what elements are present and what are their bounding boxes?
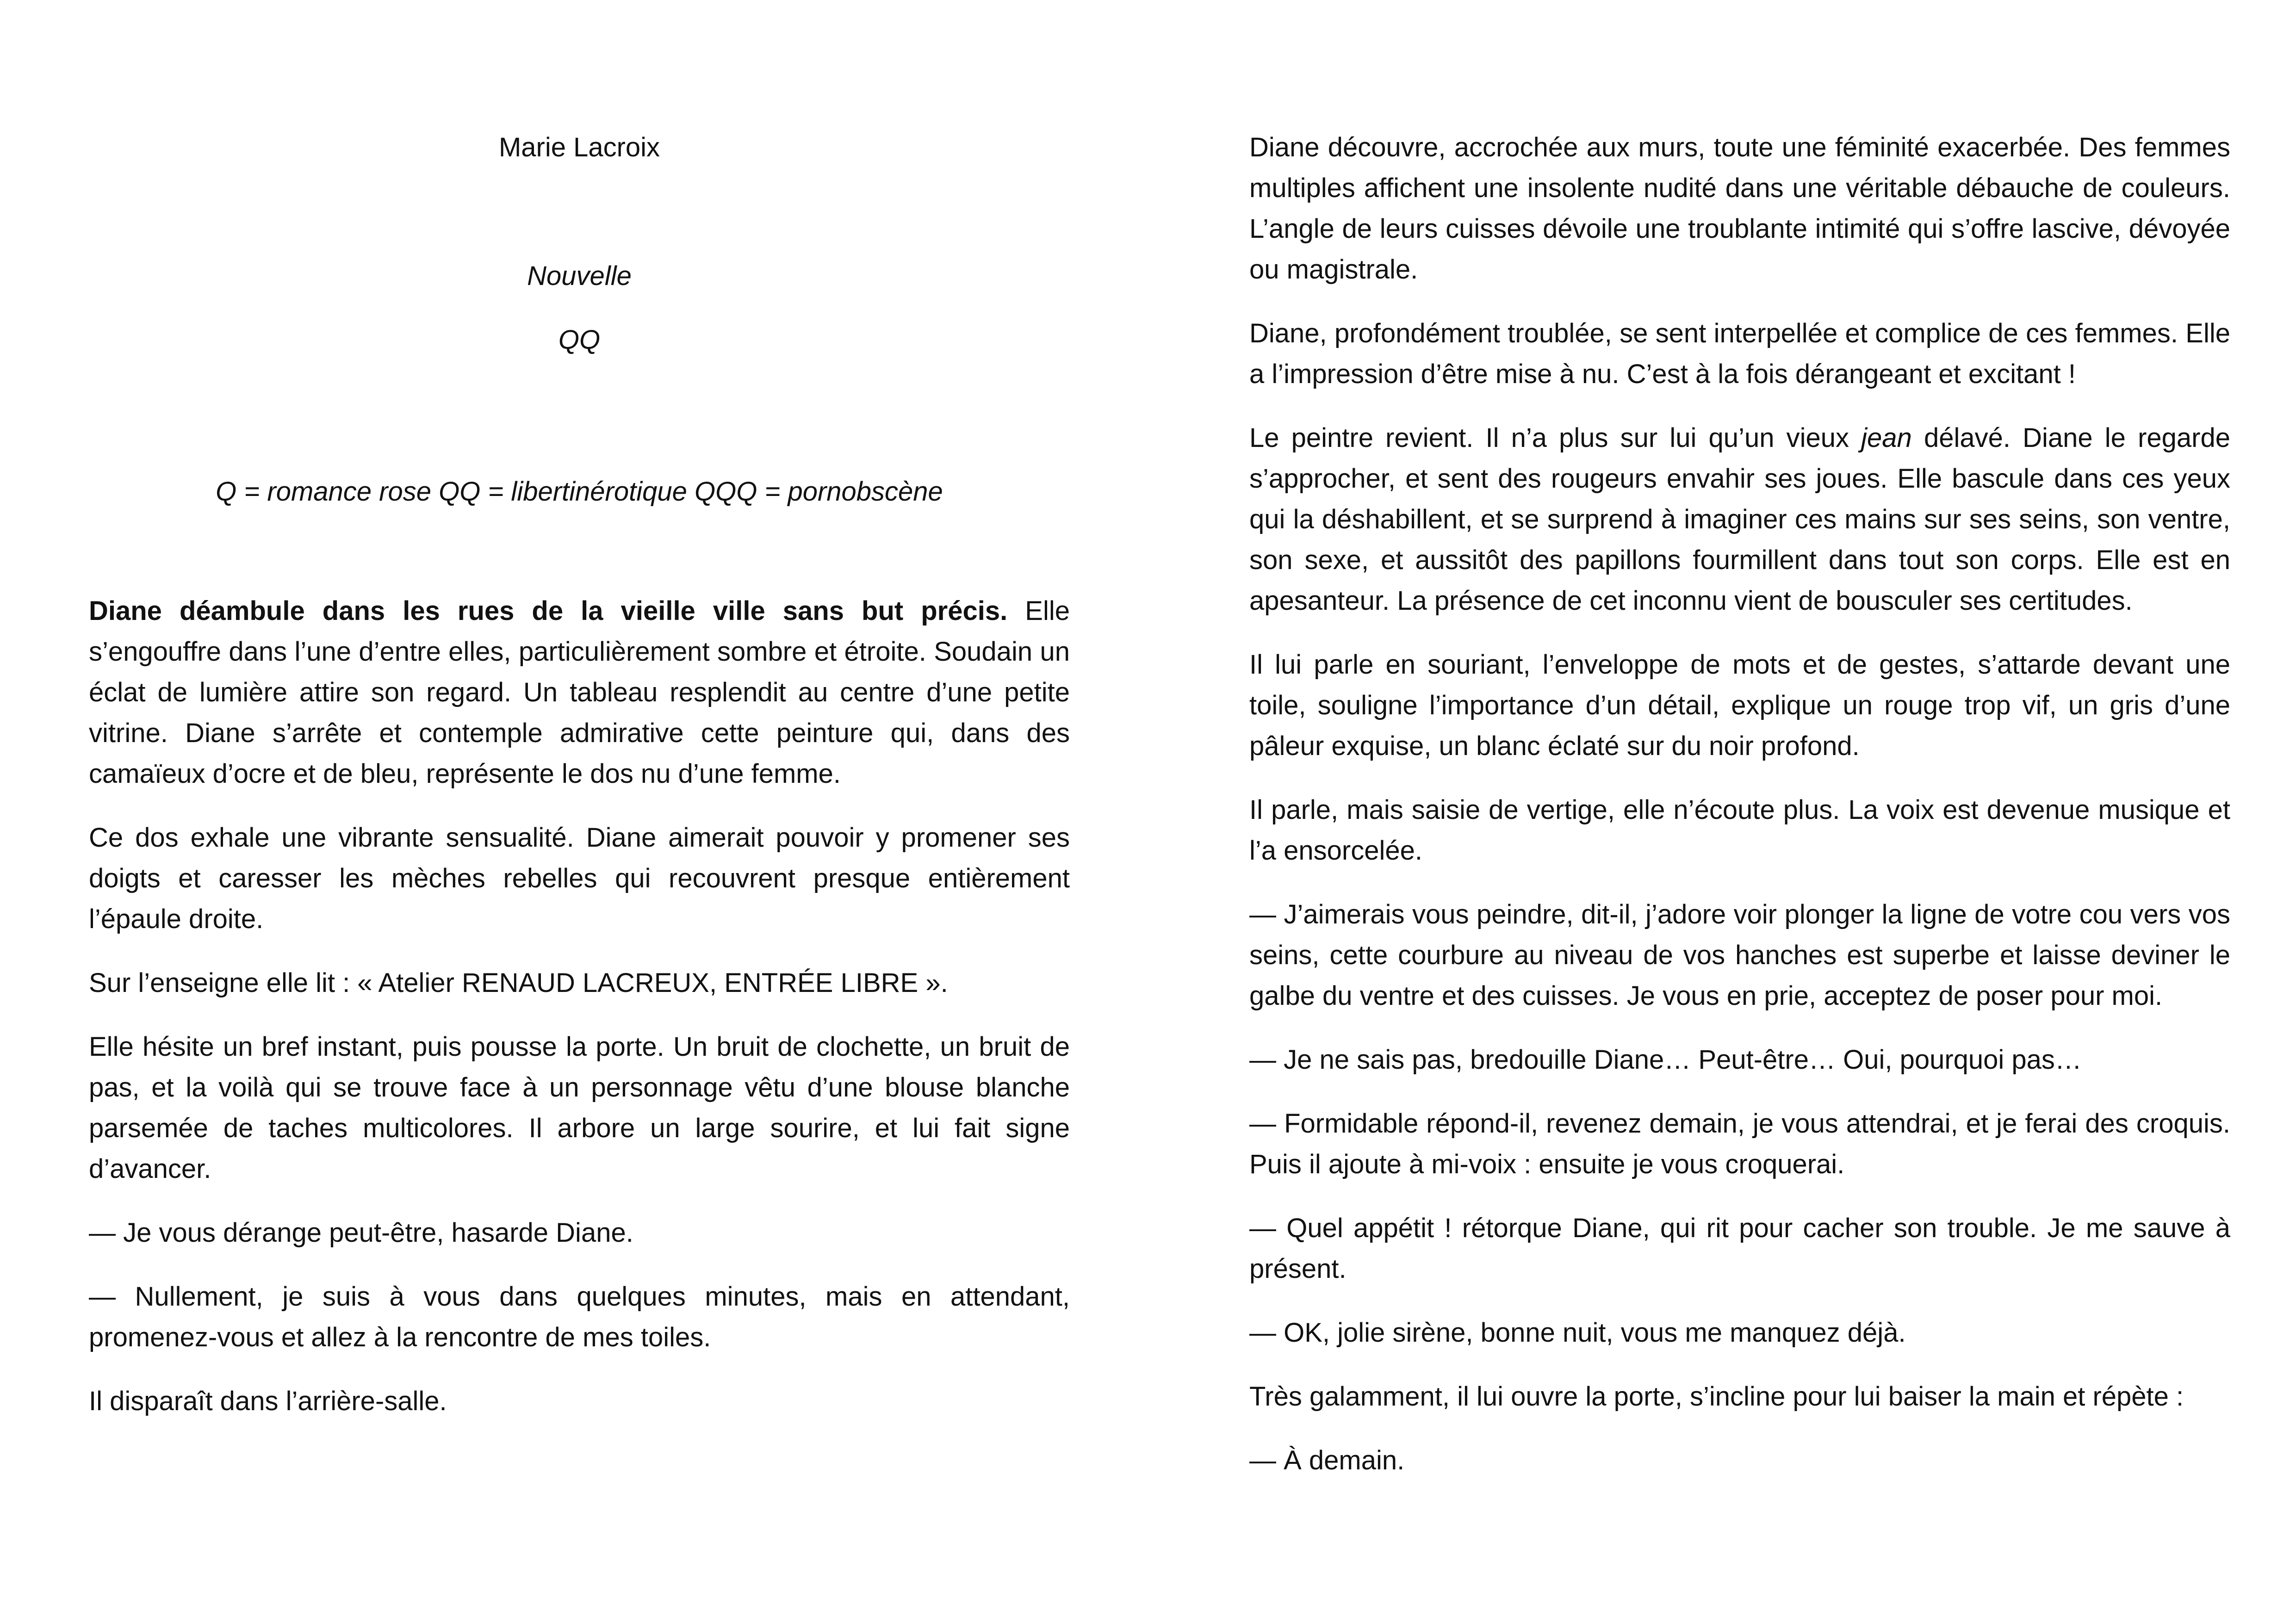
paragraph: Elle hésite un bref instant, puis pousse la porte. Un bruit de clochette, un bruit de pas, et la voilà qui se trouve face à un personnage vêtu d’une blouse blanche parsemée de taches multicolores. Il arbore un large sourire, et lui fait signe d’avancer.: [89, 1032, 1070, 1184]
dialogue-line: — OK, jolie sirène, bonne nuit, vous me manquez déjà.: [1249, 1318, 1906, 1348]
paragraph: Diane découvre, accrochée aux murs, toute une féminité exacerbée. Des femmes multiples affichent une insolente nudité dans une véritable débauche de couleurs. L’angle de leurs cuisses dévoile une troublante intimité qui s’offre lascive, dévoyée ou magistrale.: [1249, 132, 2230, 285]
dialogue-line: — Je vous dérange peut-être, hasarde Diane.: [89, 1218, 633, 1248]
paragraph: [1249, 418, 2230, 621]
genre-label: Nouvelle: [527, 261, 632, 291]
paragraph: Sur l’enseigne elle lit : « Atelier RENAUD LACREUX, ENTRÉE LIBRE ».: [89, 968, 948, 998]
dialogue-line: — J’aimerais vous peindre, dit-il, j’adore voir plonger la ligne de votre cou vers vos seins, cette courbure au niveau de vos hanches est superbe et laisse deviner le galbe du ventre et des cuisses. Je vous en prie, acceptez de poser pour moi.: [1249, 899, 2230, 1011]
paragraph: Il disparaît dans l’arrière-salle.: [89, 1386, 447, 1416]
paragraph: [89, 591, 1070, 794]
story-left-column: [89, 591, 1070, 1422]
author-name: Marie Lacroix: [498, 132, 660, 162]
paragraph: Il parle, mais saisie de vertige, elle n’écoute plus. La voix est devenue musique et l’a ensorcelée.: [1249, 795, 2230, 866]
rating-label: QQ: [558, 325, 601, 355]
paragraph: Il lui parle en souriant, l’enveloppe de mots et de gestes, s’attarde devant une toile, souligne l’importance d’un détail, explique un rouge trop vif, un gris d’une pâleur exquise, un blanc éclaté sur du noir profond.: [1249, 650, 2230, 761]
paragraph-text: délavé. Diane le regarde s’approcher, et sent des rougeurs envahir ses joues. Elle bascule dans ces yeux qui la déshabillent, et se surprend à imaginer ces mains sur ses seins, son ventre, son sexe, et aussitôt des papillons fourmillent dans tout son corps. Elle est en apesanteur. La présence de cet inconnu vient de bousculer ses certitudes.: [1249, 423, 2230, 616]
dialogue-line: — Formidable répond-il, revenez demain, je vous attendrai, et je ferai des croquis. Puis il ajoute à mi-voix : ensuite je vous croquerai.: [1249, 1109, 2230, 1179]
paragraph-text: Elle s’engouffre dans l’une d’entre elles, particulièrement sombre et étroite. Soudain un éclat de lumière attire son regard. Un tableau resplendit au centre d’une petite vitrine. Diane s’arrête et contemple admirative cette peinture qui, dans des camaïeux d’ocre et de bleu, représente le dos nu d’une femme.: [89, 596, 1070, 789]
paragraph-text: Le peintre revient. Il n’a plus sur lui qu’un vieux: [1249, 423, 1862, 453]
paragraph: Diane, profondément troublée, se sent interpellée et complice de ces femmes. Elle a l’impression d’être mise à nu. C’est à la fois dérangeant et excitant !: [1249, 318, 2230, 389]
right-page: [1249, 127, 2230, 1504]
rating-legend: Q = romance rose QQ = libertinérotique QQQ = pornobscène: [216, 477, 943, 507]
left-page: [89, 127, 1070, 1445]
italic-word: jean: [1861, 423, 1912, 453]
dialogue-line: — Nullement, je suis à vous dans quelques minutes, mais en attendant, promenez-vous et allez à la rencontre de mes toiles.: [89, 1282, 1070, 1352]
paragraph: Très galamment, il lui ouvre la porte, s’incline pour lui baiser la main et répète :: [1249, 1381, 2184, 1412]
paragraph: Ce dos exhale une vibrante sensualité. Diane aimerait pouvoir y promener ses doigts et caresser les mèches rebelles qui recouvrent presque entièrement l’épaule droite.: [89, 823, 1070, 934]
opening-sentence: Diane déambule dans les rues de la vieille ville sans but précis.: [89, 596, 1008, 626]
dialogue-line: — Quel appétit ! rétorque Diane, qui rit pour cacher son trouble. Je me sauve à présent.: [1249, 1213, 2230, 1284]
dialogue-line: — Je ne sais pas, bredouille Diane… Peut-être… Oui, pourquoi pas…: [1249, 1045, 2082, 1075]
dialogue-line: — À demain.: [1249, 1445, 1405, 1475]
